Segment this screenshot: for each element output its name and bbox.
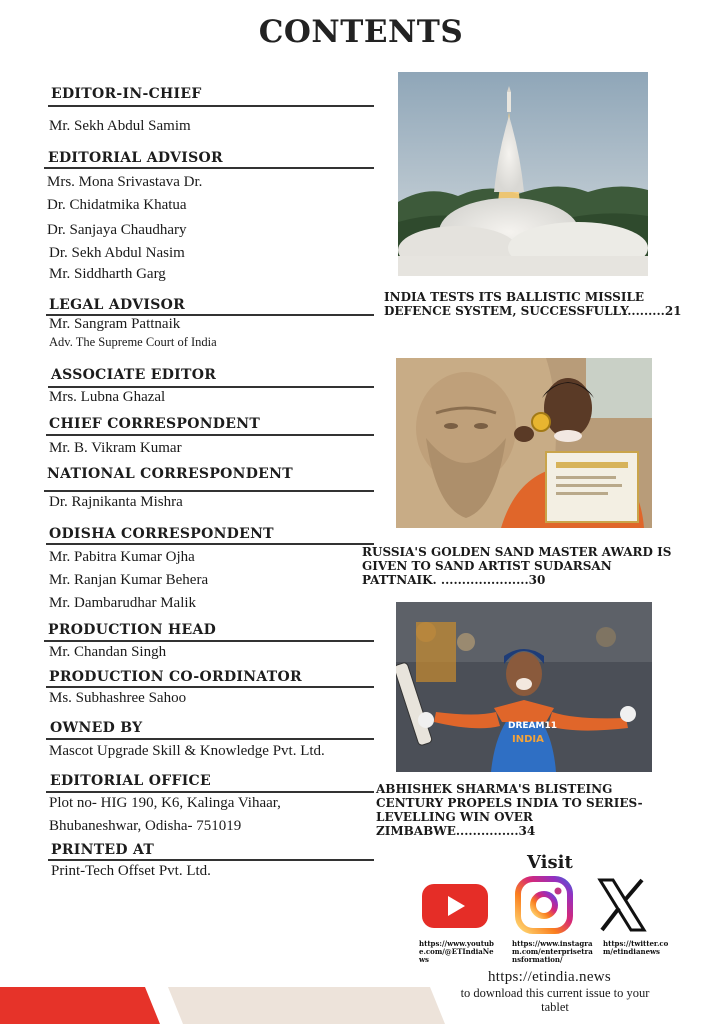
divider xyxy=(46,686,374,688)
heading-editorial-office: EDITORIAL OFFICE xyxy=(50,773,211,789)
heading-production-coordinator: PRODUCTION CO-ORDINATOR xyxy=(49,669,302,685)
cricket-celebration-photo[interactable] xyxy=(396,602,652,772)
name-line: Mr. Sangram Pattnaik xyxy=(49,316,181,332)
divider xyxy=(46,791,374,793)
website-link[interactable]: https://etindia.news xyxy=(488,969,612,985)
name-line: Mr. B. Vikram Kumar xyxy=(49,440,182,456)
name-line: Mr. Pabitra Kumar Ojha xyxy=(49,549,195,565)
name-line: Mr. Dambarudhar Malik xyxy=(49,595,197,611)
instagram-url[interactable]: https://www.instagram.com/enterprisetransformation/ xyxy=(512,939,593,964)
heading-odisha-correspondent: ODISHA CORRESPONDENT xyxy=(49,526,274,542)
divider xyxy=(44,167,374,169)
youtube-icon[interactable] xyxy=(422,882,488,930)
name-line: Dr. Chidatmika Khatua xyxy=(47,197,187,213)
youtube-url[interactable]: https://www.youtube.com/@ETIndiaNews xyxy=(419,939,494,964)
page-title: CONTENTS xyxy=(258,14,464,50)
heading-chief-correspondent: CHIEF CORRESPONDENT xyxy=(49,416,261,432)
name-line: Dr. Sekh Abdul Nasim xyxy=(49,245,185,261)
visit-label: Visit xyxy=(527,852,573,873)
divider xyxy=(46,738,374,740)
divider xyxy=(46,543,374,545)
story-caption-cricket[interactable]: ABHISHEK SHARMA'S BLISTEING CENTURY PROPELS INDIA TO SERIES-LEVELLING WIN OVER ZIMBABWE...............34 xyxy=(376,782,643,838)
name-line: Dr. Rajnikanta Mishra xyxy=(49,494,183,510)
name-line: Plot no- HIG 190, K6, Kalinga Vihaar, xyxy=(49,795,281,811)
divider xyxy=(48,859,374,861)
story-caption-missile[interactable]: INDIA TESTS ITS BALLISTIC MISSILE DEFENCE SYSTEM, SUCCESSFULLY.........21 xyxy=(384,290,682,318)
name-line: Mrs. Mona Srivastava Dr. xyxy=(47,174,203,190)
name-line: Dr. Sanjaya Chaudhary xyxy=(47,222,187,238)
instagram-icon[interactable] xyxy=(514,875,574,935)
cricket-celebration-image xyxy=(396,602,652,772)
name-line: Print-Tech Offset Pvt. Ltd. xyxy=(51,863,211,879)
divider xyxy=(48,386,374,388)
divider xyxy=(44,640,374,642)
heading-national-correspondent: NATIONAL CORRESPONDENT xyxy=(47,466,293,482)
missile-launch-image xyxy=(398,72,648,276)
missile-launch-photo[interactable] xyxy=(398,72,648,276)
name-line: Bhubaneshwar, Odisha- 751019 xyxy=(49,818,242,834)
name-line: Mr. Chandan Singh xyxy=(49,644,167,660)
heading-editorial-advisor: EDITORIAL ADVISOR xyxy=(48,150,223,166)
x-icon[interactable] xyxy=(597,878,647,932)
name-line: Mascot Upgrade Skill & Knowledge Pvt. Ltd. xyxy=(49,743,325,759)
svg-text:DREAM11: DREAM11 xyxy=(508,721,557,731)
download-note: to download this current issue to your tablet xyxy=(460,986,650,1014)
name-line: Mr. Sekh Abdul Samim xyxy=(49,118,191,134)
heading-printed-at: PRINTED AT xyxy=(51,842,155,858)
name-line: Adv. The Supreme Court of India xyxy=(49,335,217,349)
heading-owned-by: OWNED BY xyxy=(50,720,143,736)
footer-decoration xyxy=(0,985,722,1024)
heading-legal-advisor: LEGAL ADVISOR xyxy=(49,297,186,313)
svg-text:INDIA: INDIA xyxy=(512,734,544,745)
name-line: Mr. Siddharth Garg xyxy=(49,266,166,282)
divider xyxy=(44,490,374,492)
heading-associate-editor: ASSOCIATE EDITOR xyxy=(51,367,217,383)
twitter-url[interactable]: https://twitter.com/etindianews xyxy=(603,939,669,956)
divider xyxy=(46,434,374,436)
divider xyxy=(48,105,374,107)
heading-production-head: PRODUCTION HEAD xyxy=(48,622,217,638)
sand-art-award-image xyxy=(396,358,652,528)
sand-art-award-photo[interactable] xyxy=(396,358,652,528)
name-line: Ms. Subhashree Sahoo xyxy=(49,690,187,706)
story-caption-sand-art[interactable]: RUSSIA'S GOLDEN SAND MASTER AWARD IS GIVEN TO SAND ARTIST SUDARSAN PATTNAIK. .....................30 xyxy=(362,545,672,587)
heading-editor-in-chief: EDITOR-IN-CHIEF xyxy=(51,86,202,102)
name-line: Mr. Ranjan Kumar Behera xyxy=(49,572,209,588)
name-line: Mrs. Lubna Ghazal xyxy=(49,389,166,405)
